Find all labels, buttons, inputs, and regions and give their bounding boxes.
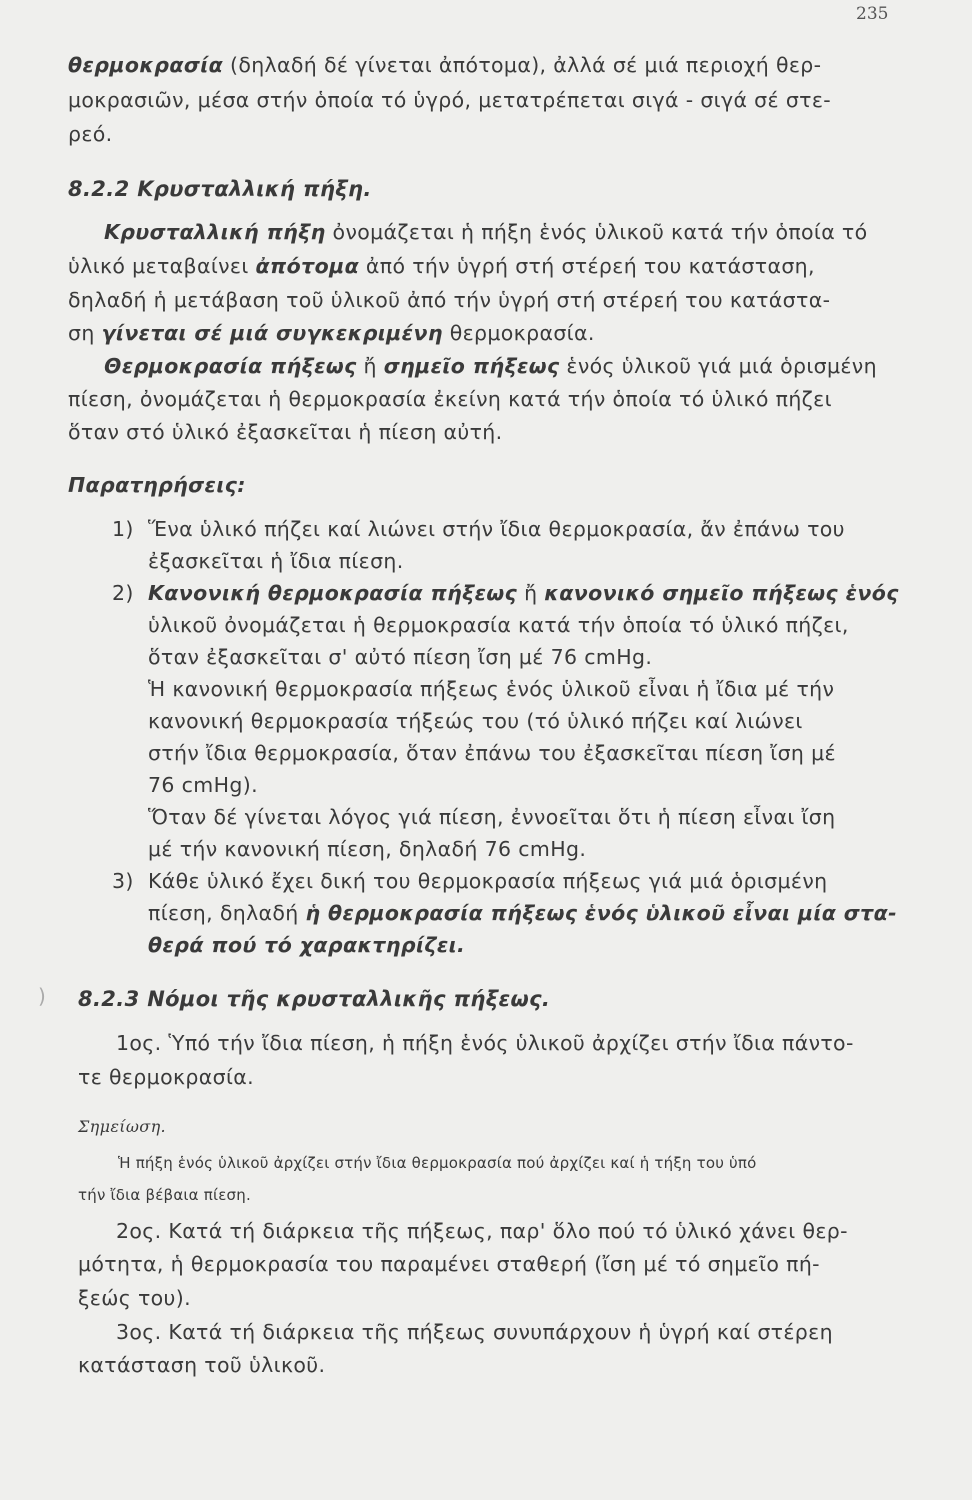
page-number: 235 — [856, 4, 889, 24]
s822-line-7: ὅταν στό ὑλικό ἐξασκεῖται ἡ πίεση αὐτή. — [68, 420, 503, 444]
law-2-line-2: μότητα, ἡ θερμοκρασία του παραμένει σταθερή (ἴση μέ τό σημεῖο πή- — [78, 1252, 820, 1276]
remark-2-line-5: κανονική θερμοκρασία τήξεώς του (τό ὑλικό πήζει καί λιώνει — [148, 709, 803, 733]
remark-1-line-2: ἐξασκεῖται ἡ ἴδια πίεση. — [148, 549, 404, 573]
law-3-line-2: κατάσταση τοῦ ὑλικοῦ. — [78, 1353, 326, 1377]
law-2-line-1: 2ος. Κατά τή διάρκεια τῆς πήξεως, παρ' ὅλο πού τό ὑλικό χάνει θερ- — [116, 1219, 848, 1243]
term-specific-temperature: γίνεται σέ μιά συγκεκριμένη — [101, 321, 443, 345]
section-heading-8-2-2: 8.2.2 Κρυσταλλική πήξη. — [68, 177, 372, 201]
s822-line-4-a: ση — [68, 321, 102, 345]
term-abruptly: ἀπότομα — [255, 254, 360, 278]
intro-line-1 — [68, 52, 821, 78]
remark-2-line-2: ὑλικοῦ ὀνομάζεται ἡ θερμοκρασία κατά τήν ὁποία τό ὑλικό πήζει, — [148, 613, 849, 637]
term-crystalline-freezing: Κρυσταλλική πήξη — [104, 220, 326, 244]
s822-line-2-a: ὑλικό μεταβαίνει — [68, 254, 256, 278]
remark-3-line-3: θερά πού τό χαρακτηρίζει. — [148, 933, 466, 957]
remark-3-line-1: Κάθε ὑλικό ἔχει δική του θερμοκρασία πήξεως γιά μιά ὁρισμένη — [148, 869, 828, 893]
term-freezing-temperature: Θερμοκρασία πήξεως — [104, 354, 357, 378]
note-line-2: τήν ἴδια βέβαια πίεση. — [78, 1186, 251, 1204]
law-3-line-1: 3ος. Κατά τή διάρκεια τῆς πήξεως συνυπάρχουν ἡ ὑγρή καί στέρεη — [116, 1320, 833, 1344]
note-line-1: Ἡ πήξη ἑνός ὑλικοῦ ἀρχίζει στήν ἴδια θερμοκρασία πού ἀρχίζει καί ἡ τήξη του ὑπό — [118, 1154, 757, 1172]
law-2-line-3: ξεώς του). — [78, 1286, 191, 1310]
remark-3-line-2 — [148, 900, 897, 926]
s822-line-3: δηλαδή ἡ μετάβαση τοῦ ὑλικοῦ ἀπό τήν ὑγρή στή στέρεή του κατάστα- — [68, 288, 831, 312]
term-normal-freezing-temperature: Κανονική θερμοκρασία πήξεως — [148, 581, 518, 605]
term-normal-freezing-point: κανονικό σημεῖο πήξεως ἑνός — [544, 581, 899, 605]
margin-mark: ) — [38, 984, 46, 1008]
s822-line-2-c: ἀπό τήν ὑγρή στή στέρεή του κατάσταση, — [359, 254, 815, 278]
remark-2-or: ἤ — [517, 581, 545, 605]
remarks-heading: Παρατηρήσεις: — [68, 473, 246, 497]
s822-line-2 — [68, 253, 815, 279]
remark-2-line-6: στήν ἴδια θερμοκρασία, ὅταν ἐπάνω του ἐξασκεῖται πίεση ἴση μέ — [148, 741, 836, 765]
intro-line-2: μοκρασιῶν, μέσα στήν ὁποία τό ὑγρό, μετατρέπεται σιγά - σιγά σέ στε- — [68, 88, 832, 112]
s822-line-4-c: θερμοκρασία. — [442, 321, 595, 345]
s822-line-4 — [68, 320, 595, 346]
remark-1-number: 1) — [112, 517, 134, 541]
remark-3-emphasis: ἡ θερμοκρασία πήξεως ἑνός ὑλικοῦ εἶναι μία στα- — [305, 901, 898, 925]
s822-line-5 — [104, 353, 877, 379]
law-1-line-1: 1ος. Ὑπό τήν ἴδια πίεση, ἡ πήξη ἑνός ὑλικοῦ ἀρχίζει στήν ἴδια πάντο- — [116, 1031, 854, 1055]
remark-1-line-1: Ἕνα ὑλικό πήζει καί λιώνει στήν ἴδια θερμοκρασία, ἄν ἐπάνω του — [148, 517, 845, 541]
remark-2-line-7: 76 cmHg). — [148, 773, 258, 797]
intro-line-3: ρεό. — [68, 122, 113, 146]
remark-2-line-9: μέ τήν κανονική πίεση, δηλαδή 76 cmHg. — [148, 837, 587, 861]
s822-line-1-text: ὀνομάζεται ἡ πήξη ἑνός ὑλικοῦ κατά τήν ὁποία τό — [325, 220, 868, 244]
remark-3-number: 3) — [112, 869, 134, 893]
term-freezing-point: σημεῖο πήξεως — [383, 354, 560, 378]
s822-line-5-or: ἤ — [356, 354, 384, 378]
intro-line-1-text: (δηλαδή δέ γίνεται ἀπότομα), ἀλλά σέ μιά περιοχή θερ- — [223, 53, 822, 77]
remark-2-number: 2) — [112, 581, 134, 605]
remark-2-line-8: Ὅταν δέ γίνεται λόγος γιά πίεση, ἐννοεῖται ὅτι ἡ πίεση εἶναι ἴση — [148, 805, 836, 829]
term-temperature: θερμοκρασία — [68, 53, 224, 77]
section-heading-8-2-3: 8.2.3 Νόμοι τῆς κρυσταλλικῆς πήξεως. — [78, 987, 551, 1011]
remark-2-line-4: Ἡ κανονική θερμοκρασία πήξεως ἑνός ὑλικοῦ εἶναι ἡ ἴδια μέ τήν — [148, 677, 835, 701]
s822-line-5-d: ἑνός ὑλικοῦ γιά μιά ὁρισμένη — [559, 354, 877, 378]
remark-3-line-2-a: πίεση, δηλαδή — [148, 901, 306, 925]
remark-2-line-1 — [148, 580, 899, 606]
law-1-line-2: τε θερμοκρασία. — [78, 1065, 254, 1089]
remark-2-line-3: ὅταν ἐξασκεῖται σ' αὐτό πίεση ἴση μέ 76 cmHg. — [148, 645, 653, 669]
note-label: Σημείωση. — [78, 1117, 166, 1136]
s822-line-6: πίεση, ὀνομάζεται ἡ θερμοκρασία ἐκείνη κατά τήν ὁποία τό ὑλικό πήζει — [68, 387, 832, 411]
s822-line-1 — [104, 219, 868, 245]
